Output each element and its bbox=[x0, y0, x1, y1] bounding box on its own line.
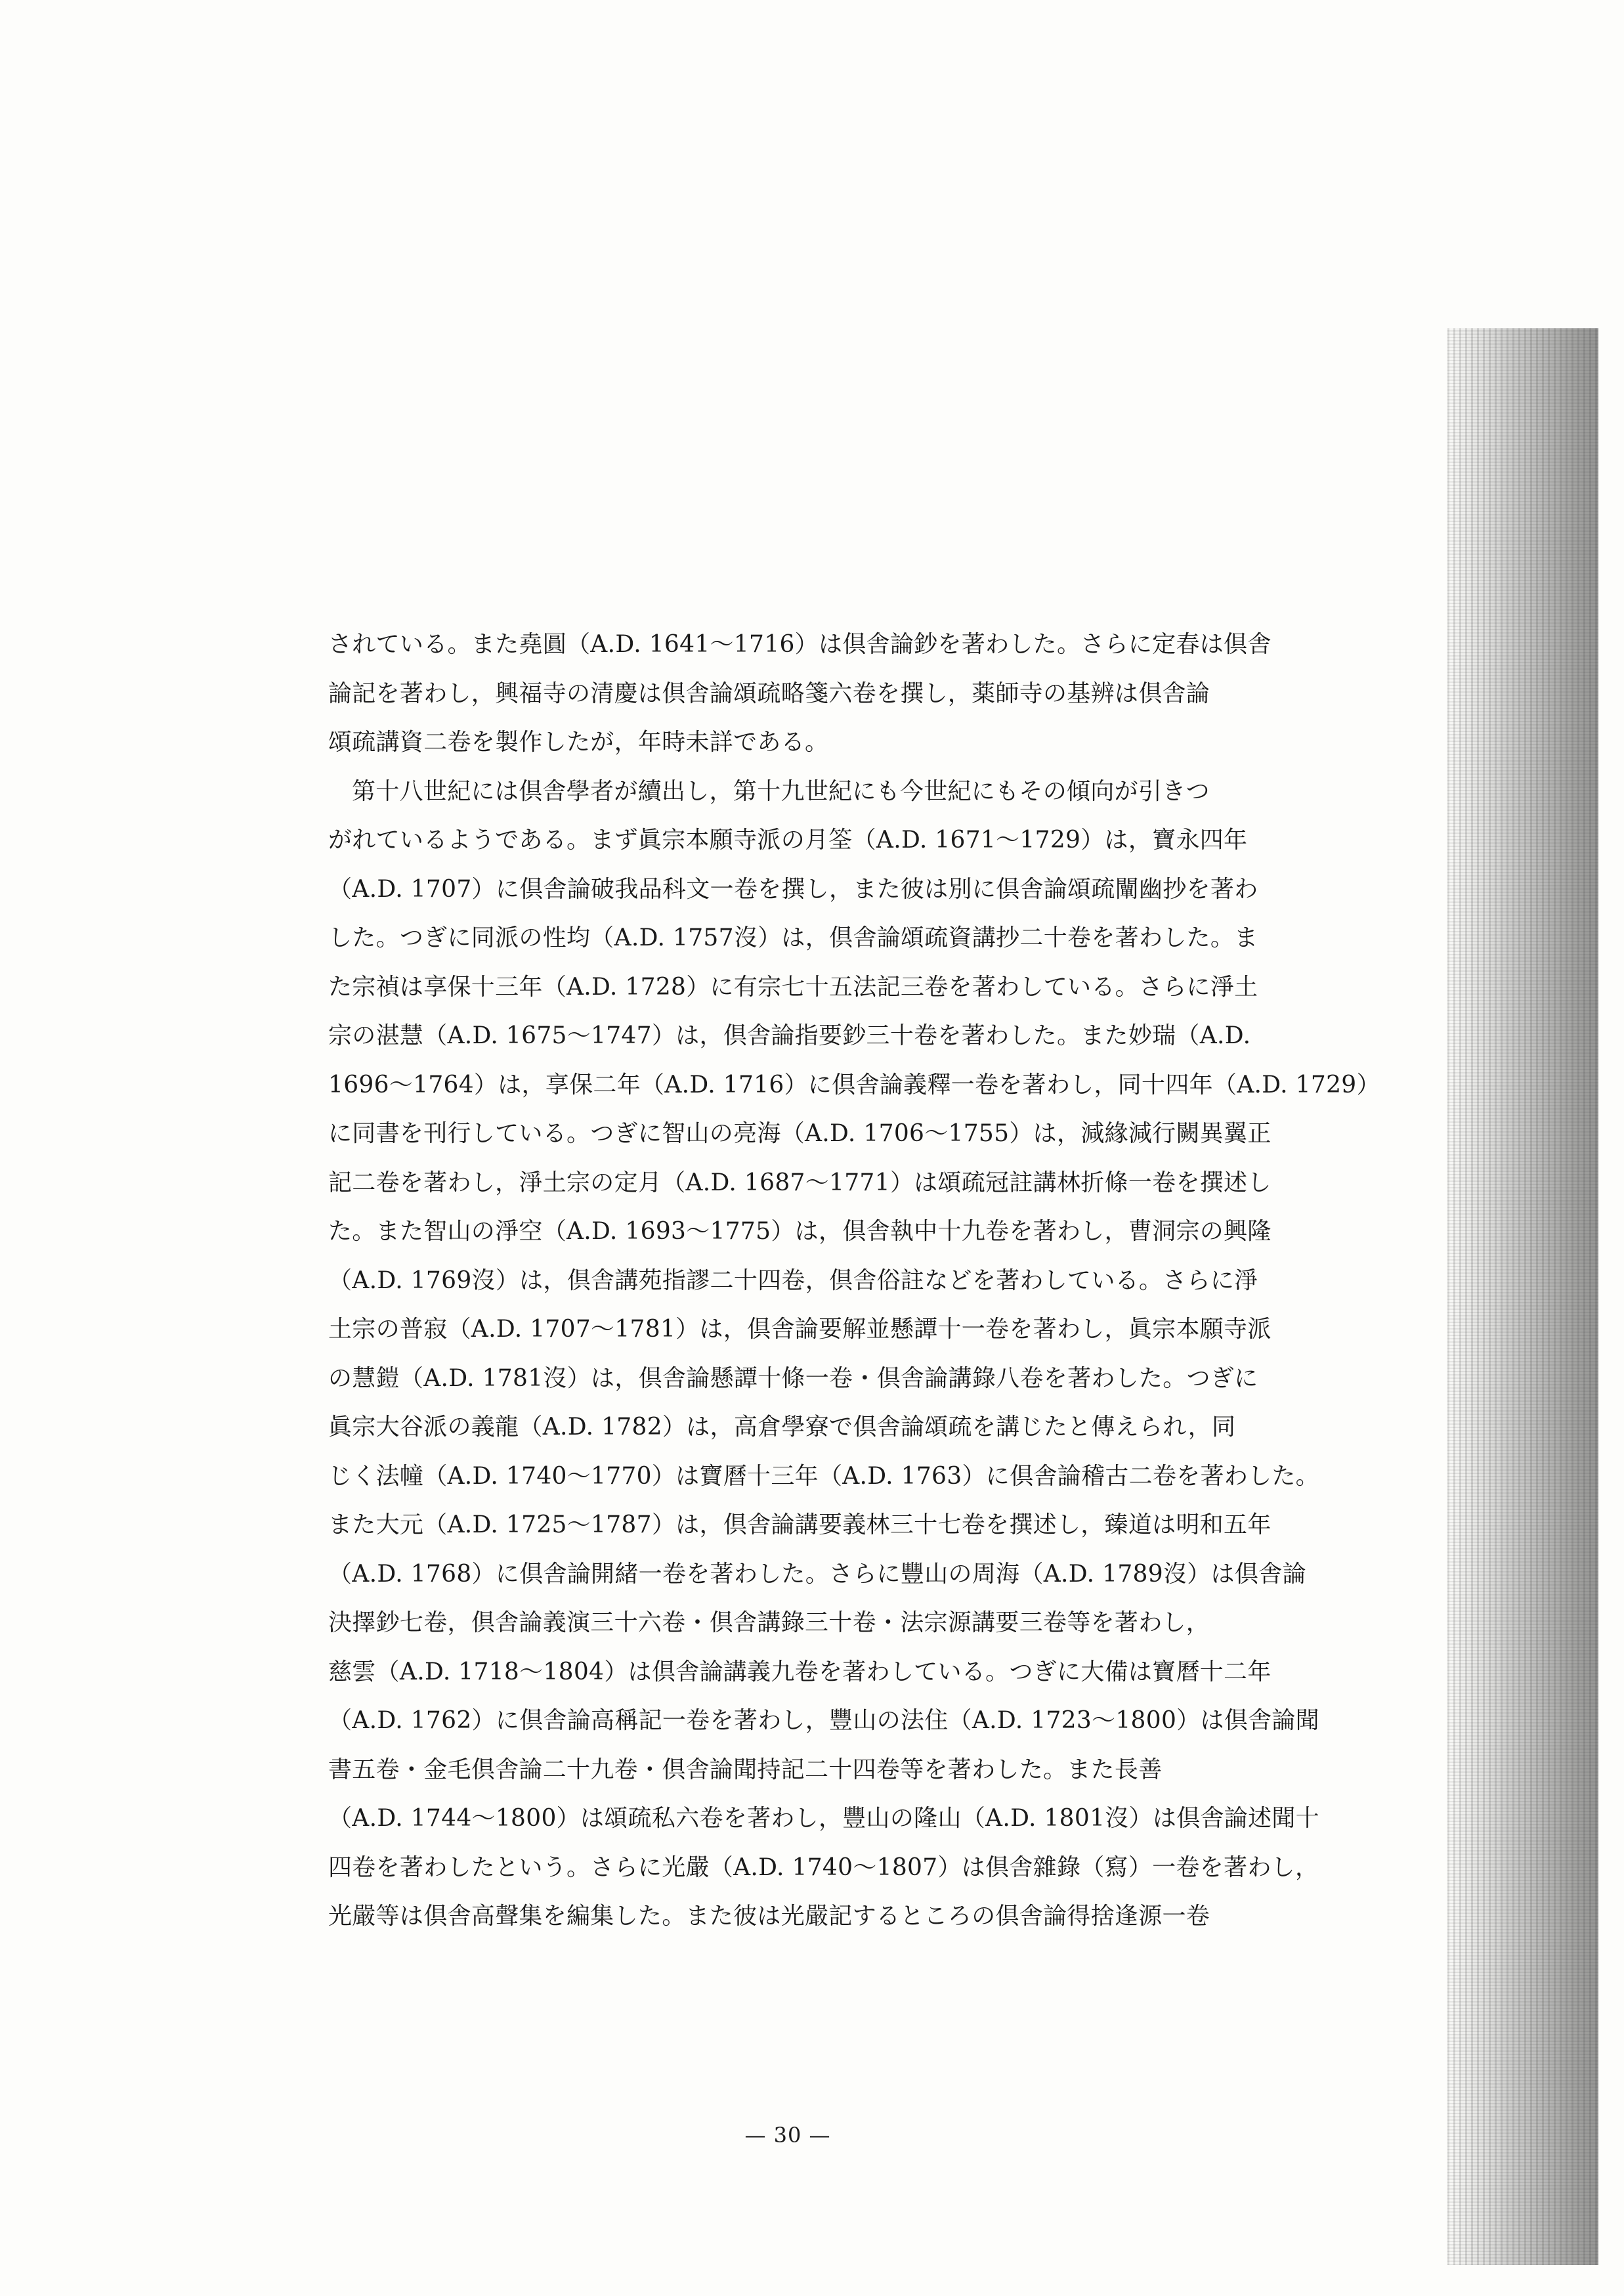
text-line: に同書を刊行している。つぎに智山の亮海（A.D. 1706～1755）は，減緣減行闕異翼正 bbox=[328, 1120, 1271, 1147]
text-line: また大元（A.D. 1725～1787）は，倶舎論講要義林三十七卷を撰述し，臻道は明和五年 bbox=[328, 1511, 1271, 1538]
text-line: た。また智山の淨空（A.D. 1693～1775）は，倶舎執中十九卷を著わし，曹洞宗の興隆 bbox=[328, 1218, 1271, 1245]
body-text bbox=[328, 620, 1380, 1941]
page-number: — 30 — bbox=[744, 2123, 831, 2148]
text-line: 書五卷・金毛倶舎論二十九卷・倶舎論聞持記二十四卷等を著わした。また長善 bbox=[328, 1756, 1163, 1783]
text-line: じく法幢（A.D. 1740～1770）は寶曆十三年（A.D. 1763）に倶舎論稽古二卷を著わした。 bbox=[328, 1462, 1319, 1490]
text-line: （A.D. 1744～1800）は頌疏私六卷を著わし，豐山の隆山（A.D. 1801沒）は倶舎論述聞十 bbox=[328, 1805, 1319, 1832]
scan-shadow-edge bbox=[1447, 328, 1598, 2265]
text-line: （A.D. 1769沒）は，倶舎講苑指謬二十四卷，倶舎俗註などを著わしている。さらに淨 bbox=[328, 1267, 1258, 1294]
text-line: 光嚴等は倶舎高聲集を編集した。また彼は光嚴記するところの倶舎論得捨逢源一卷 bbox=[328, 1903, 1210, 1930]
text-line: （A.D. 1707）に倶舎論破我品科文一卷を撰し，また彼は別に倶舎論頌疏闡幽抄を著わ bbox=[328, 875, 1258, 903]
text-line: の慧鎧（A.D. 1781沒）は，倶舎論懸譚十條一卷・倶舎論講錄八卷を著わした。つぎに bbox=[328, 1364, 1258, 1392]
text-line: 眞宗大谷派の義龍（A.D. 1782）は，高倉學寮で倶舎論頌疏を講じたと傳えられ，同 bbox=[328, 1414, 1236, 1440]
text-line: されている。また堯圓（A.D. 1641～1716）は倶舎論鈔を著わした。さらに定春は倶舎 bbox=[328, 631, 1271, 658]
text-line: がれているようである。まず眞宗本願寺派の月筌（A.D. 1671～1729）は，寶永四年 bbox=[328, 827, 1248, 854]
text-line: 土宗の普寂（A.D. 1707～1781）は，倶舎論要解並懸譚十一卷を著わし，眞宗本願寺派 bbox=[328, 1316, 1271, 1343]
text-line: 決擇鈔七卷，倶舎論義演三十六卷・倶舎講錄三十卷・法宗源講要三卷等を著わし， bbox=[328, 1609, 1210, 1636]
paragraph-start-line: 第十八世紀には倶舎學者が續出し，第十九世紀にも今世紀にもその傾向が引きつ bbox=[352, 777, 1210, 805]
text-line: 四卷を著わしたという。さらに光嚴（A.D. 1740～1807）は倶舎雜錄（寫）一卷を著わし， bbox=[328, 1853, 1319, 1881]
text-line: 宗の湛慧（A.D. 1675～1747）は，倶舎論指要鈔三十卷を著わした。また妙瑞（A.D. bbox=[328, 1022, 1251, 1049]
text-line: 論記を著わし，興福寺の清慶は倶舎論頌疏略箋六卷を撰し，薬師寺の基辨は倶舎論 bbox=[328, 680, 1210, 707]
text-line: 1696～1764）は，享保二年（A.D. 1716）に倶舎論義釋一卷を著わし，同十四年（A.D. 1729） bbox=[328, 1071, 1380, 1098]
text-line: 記二卷を著わし，淨土宗の定月（A.D. 1687～1771）は頌疏冠註講林折條一卷を撰述し bbox=[328, 1169, 1271, 1196]
text-line: 頌疏講資二卷を製作したが，年時未詳である。 bbox=[328, 729, 829, 756]
text-line: た宗禎は享保十三年（A.D. 1728）に有宗七十五法記三卷を著わしている。さらに淨土 bbox=[328, 973, 1258, 1001]
text-line: （A.D. 1762）に倶舎論高稱記一卷を著わし，豐山の法住（A.D. 1723～1800）は倶舎論聞 bbox=[328, 1707, 1319, 1734]
text-line: （A.D. 1768）に倶舎論開緒一卷を著わした。さらに豐山の周海（A.D. 1789沒）は倶舎論 bbox=[328, 1560, 1306, 1588]
text-line: した。つぎに同派の性均（A.D. 1757沒）は，倶舎論頌疏資講抄二十卷を著わした。ま bbox=[328, 924, 1258, 951]
text-line: 慈雲（A.D. 1718～1804）は倶舎論講義九卷を著わしている。つぎに大備は寶曆十二年 bbox=[328, 1658, 1271, 1685]
